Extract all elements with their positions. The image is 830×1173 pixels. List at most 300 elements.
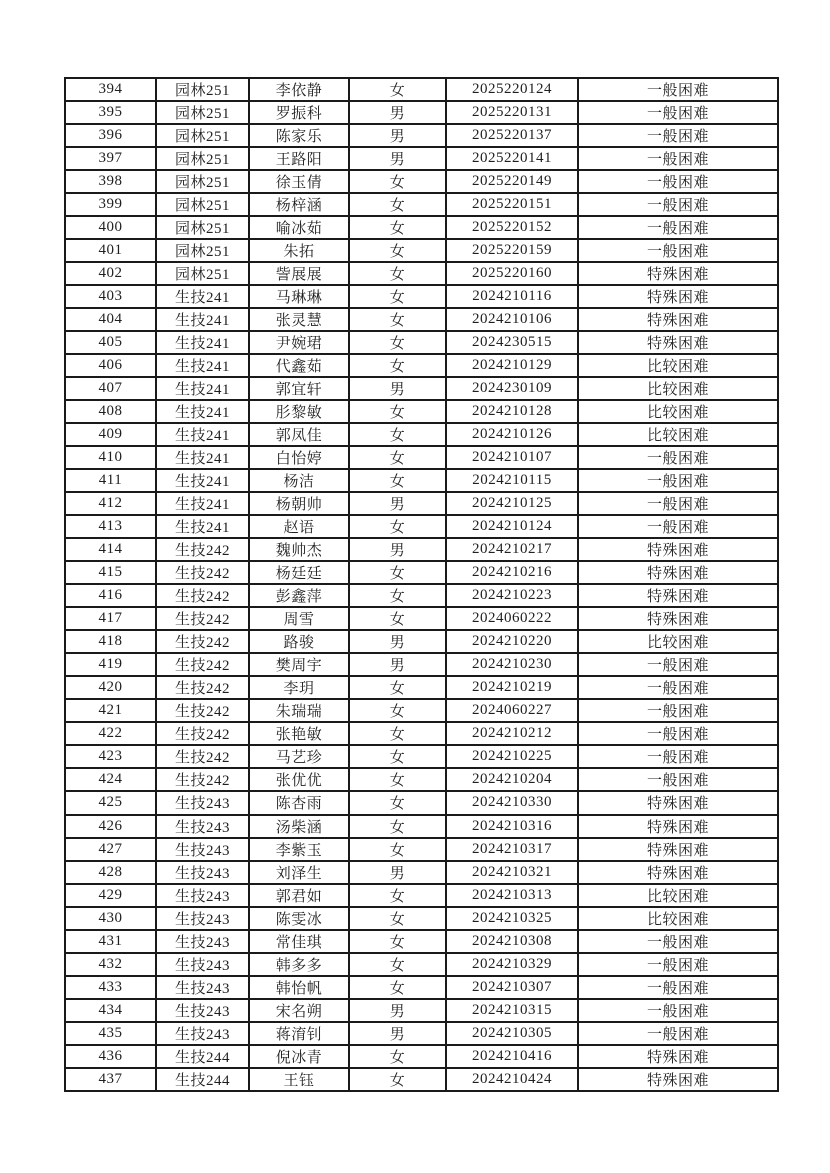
cell-status: 一般困难 (578, 699, 778, 722)
cell-name: 肜黎敏 (249, 400, 349, 423)
cell-status: 特殊困难 (578, 262, 778, 285)
cell-name: 杨洁 (249, 469, 349, 492)
cell-gender: 男 (349, 653, 446, 676)
cell-row-number: 430 (65, 907, 156, 930)
cell-name: 代鑫茹 (249, 354, 349, 377)
table-row (65, 722, 778, 745)
table-row (65, 538, 778, 561)
table-row (65, 699, 778, 722)
cell-name: 杨廷廷 (249, 561, 349, 584)
cell-gender: 女 (349, 722, 446, 745)
table-row (65, 953, 778, 976)
cell-gender: 女 (349, 584, 446, 607)
cell-class: 生技243 (156, 791, 249, 814)
cell-class: 生技243 (156, 815, 249, 838)
cell-row-number: 417 (65, 607, 156, 630)
cell-gender: 女 (349, 423, 446, 446)
table-row (65, 999, 778, 1022)
cell-student-id: 2024210424 (446, 1068, 578, 1091)
cell-row-number: 402 (65, 262, 156, 285)
cell-class: 生技242 (156, 722, 249, 745)
cell-status: 一般困难 (578, 953, 778, 976)
cell-row-number: 409 (65, 423, 156, 446)
table-row (65, 469, 778, 492)
table-row (65, 492, 778, 515)
cell-class: 生技242 (156, 584, 249, 607)
cell-gender: 女 (349, 515, 446, 538)
table-row (65, 815, 778, 838)
cell-student-id: 2024210305 (446, 1022, 578, 1045)
cell-student-id: 2024210329 (446, 953, 578, 976)
cell-row-number: 405 (65, 331, 156, 354)
table-row (65, 676, 778, 699)
cell-student-id: 2024210219 (446, 676, 578, 699)
cell-class: 生技242 (156, 699, 249, 722)
cell-row-number: 396 (65, 124, 156, 147)
cell-row-number: 408 (65, 400, 156, 423)
cell-class: 生技243 (156, 1022, 249, 1045)
cell-student-id: 2024060227 (446, 699, 578, 722)
cell-gender: 女 (349, 239, 446, 262)
cell-class: 生技241 (156, 308, 249, 331)
cell-name: 周雪 (249, 607, 349, 630)
cell-status: 特殊困难 (578, 285, 778, 308)
cell-class: 园林251 (156, 239, 249, 262)
cell-student-id: 2024210106 (446, 308, 578, 331)
cell-gender: 女 (349, 607, 446, 630)
cell-status: 一般困难 (578, 653, 778, 676)
cell-student-id: 2024210313 (446, 884, 578, 907)
table-row (65, 400, 778, 423)
table-row (65, 78, 778, 101)
cell-name: 马琳琳 (249, 285, 349, 308)
cell-name: 訾展展 (249, 262, 349, 285)
cell-name: 张灵慧 (249, 308, 349, 331)
cell-class: 园林251 (156, 193, 249, 216)
cell-name: 徐玉倩 (249, 170, 349, 193)
cell-class: 生技242 (156, 745, 249, 768)
cell-name: 马艺珍 (249, 745, 349, 768)
table-row (65, 653, 778, 676)
cell-row-number: 401 (65, 239, 156, 262)
cell-class: 园林251 (156, 78, 249, 101)
cell-student-id: 2025220137 (446, 124, 578, 147)
cell-student-id: 2024210225 (446, 745, 578, 768)
cell-status: 特殊困难 (578, 815, 778, 838)
table-row (65, 262, 778, 285)
table-row (65, 861, 778, 884)
cell-student-id: 2024210116 (446, 285, 578, 308)
cell-name: 李依静 (249, 78, 349, 101)
cell-status: 比较困难 (578, 423, 778, 446)
cell-row-number: 394 (65, 78, 156, 101)
cell-class: 生技241 (156, 446, 249, 469)
cell-gender: 女 (349, 953, 446, 976)
cell-row-number: 426 (65, 815, 156, 838)
roster-table-body (65, 78, 778, 1091)
cell-class: 生技241 (156, 285, 249, 308)
cell-row-number: 415 (65, 561, 156, 584)
cell-gender: 女 (349, 285, 446, 308)
cell-status: 一般困难 (578, 124, 778, 147)
table-row (65, 147, 778, 170)
cell-student-id: 2024210129 (446, 354, 578, 377)
cell-row-number: 398 (65, 170, 156, 193)
cell-status: 一般困难 (578, 446, 778, 469)
cell-student-id: 2024230109 (446, 377, 578, 400)
cell-gender: 女 (349, 907, 446, 930)
cell-student-id: 2024210325 (446, 907, 578, 930)
cell-name: 倪冰青 (249, 1045, 349, 1068)
table-row (65, 1068, 778, 1091)
cell-status: 一般困难 (578, 78, 778, 101)
cell-row-number: 406 (65, 354, 156, 377)
cell-row-number: 432 (65, 953, 156, 976)
cell-status: 一般困难 (578, 930, 778, 953)
cell-name: 陈家乐 (249, 124, 349, 147)
cell-name: 韩多多 (249, 953, 349, 976)
cell-status: 一般困难 (578, 147, 778, 170)
cell-row-number: 429 (65, 884, 156, 907)
cell-gender: 女 (349, 884, 446, 907)
cell-name: 刘泽生 (249, 861, 349, 884)
cell-row-number: 416 (65, 584, 156, 607)
cell-row-number: 400 (65, 216, 156, 239)
cell-class: 生技241 (156, 469, 249, 492)
cell-name: 魏帅杰 (249, 538, 349, 561)
cell-name: 彭鑫萍 (249, 584, 349, 607)
cell-status: 一般困难 (578, 999, 778, 1022)
cell-name: 白怡婷 (249, 446, 349, 469)
cell-student-id: 2024210220 (446, 630, 578, 653)
cell-class: 生技243 (156, 999, 249, 1022)
cell-name: 李玥 (249, 676, 349, 699)
cell-row-number: 419 (65, 653, 156, 676)
cell-class: 生技243 (156, 907, 249, 930)
cell-student-id: 2025220160 (446, 262, 578, 285)
cell-student-id: 2024210315 (446, 999, 578, 1022)
cell-status: 特殊困难 (578, 561, 778, 584)
cell-gender: 女 (349, 699, 446, 722)
cell-row-number: 423 (65, 745, 156, 768)
cell-gender: 男 (349, 492, 446, 515)
cell-row-number: 437 (65, 1068, 156, 1091)
cell-name: 张艳敏 (249, 722, 349, 745)
table-row (65, 930, 778, 953)
cell-student-id: 2024210204 (446, 768, 578, 791)
cell-row-number: 436 (65, 1045, 156, 1068)
table-row (65, 907, 778, 930)
cell-name: 汤柴涵 (249, 815, 349, 838)
cell-class: 生技241 (156, 354, 249, 377)
cell-status: 比较困难 (578, 377, 778, 400)
cell-name: 蒋淯钊 (249, 1022, 349, 1045)
cell-student-id: 2024210125 (446, 492, 578, 515)
cell-status: 比较困难 (578, 400, 778, 423)
table-row (65, 630, 778, 653)
cell-status: 比较困难 (578, 630, 778, 653)
table-row (65, 285, 778, 308)
table-row (65, 354, 778, 377)
cell-gender: 女 (349, 815, 446, 838)
cell-student-id: 2024210128 (446, 400, 578, 423)
cell-name: 王路阳 (249, 147, 349, 170)
cell-class: 生技241 (156, 377, 249, 400)
cell-row-number: 434 (65, 999, 156, 1022)
cell-class: 生技242 (156, 676, 249, 699)
table-row (65, 170, 778, 193)
cell-row-number: 433 (65, 976, 156, 999)
cell-student-id: 2025220151 (446, 193, 578, 216)
cell-name: 朱拓 (249, 239, 349, 262)
cell-status: 特殊困难 (578, 331, 778, 354)
cell-gender: 男 (349, 377, 446, 400)
cell-row-number: 422 (65, 722, 156, 745)
cell-student-id: 2024210107 (446, 446, 578, 469)
table-row (65, 745, 778, 768)
cell-name: 杨梓涵 (249, 193, 349, 216)
cell-name: 常佳琪 (249, 930, 349, 953)
table-row (65, 607, 778, 630)
cell-status: 一般困难 (578, 170, 778, 193)
cell-student-id: 2024210307 (446, 976, 578, 999)
cell-row-number: 418 (65, 630, 156, 653)
cell-status: 比较困难 (578, 907, 778, 930)
cell-name: 罗振科 (249, 101, 349, 124)
student-roster-table (64, 77, 779, 1092)
cell-student-id: 2025220149 (446, 170, 578, 193)
cell-status: 一般困难 (578, 1022, 778, 1045)
cell-gender: 女 (349, 676, 446, 699)
cell-status: 特殊困难 (578, 1045, 778, 1068)
cell-row-number: 414 (65, 538, 156, 561)
cell-class: 生技241 (156, 492, 249, 515)
cell-class: 生技242 (156, 538, 249, 561)
cell-row-number: 403 (65, 285, 156, 308)
cell-row-number: 435 (65, 1022, 156, 1045)
cell-name: 郭君如 (249, 884, 349, 907)
cell-row-number: 428 (65, 861, 156, 884)
cell-gender: 女 (349, 930, 446, 953)
cell-student-id: 2024210216 (446, 561, 578, 584)
table-row (65, 515, 778, 538)
cell-gender: 女 (349, 400, 446, 423)
cell-name: 路骏 (249, 630, 349, 653)
table-row (65, 584, 778, 607)
table-row (65, 446, 778, 469)
cell-status: 一般困难 (578, 976, 778, 999)
cell-status: 一般困难 (578, 239, 778, 262)
cell-class: 生技243 (156, 838, 249, 861)
cell-status: 特殊困难 (578, 791, 778, 814)
cell-row-number: 424 (65, 768, 156, 791)
cell-class: 园林251 (156, 101, 249, 124)
table-row (65, 884, 778, 907)
cell-name: 喻冰茹 (249, 216, 349, 239)
cell-gender: 男 (349, 147, 446, 170)
cell-name: 郭宜轩 (249, 377, 349, 400)
table-row (65, 239, 778, 262)
cell-status: 特殊困难 (578, 838, 778, 861)
cell-student-id: 2024210115 (446, 469, 578, 492)
cell-row-number: 397 (65, 147, 156, 170)
cell-student-id: 2024210124 (446, 515, 578, 538)
cell-gender: 男 (349, 124, 446, 147)
cell-class: 生技241 (156, 331, 249, 354)
cell-status: 特殊困难 (578, 861, 778, 884)
table-row (65, 1022, 778, 1045)
table-row (65, 308, 778, 331)
cell-name: 朱瑞瑞 (249, 699, 349, 722)
cell-status: 特殊困难 (578, 607, 778, 630)
cell-gender: 女 (349, 1045, 446, 1068)
cell-student-id: 2024210330 (446, 791, 578, 814)
cell-gender: 女 (349, 331, 446, 354)
cell-gender: 女 (349, 768, 446, 791)
cell-name: 杨朝帅 (249, 492, 349, 515)
cell-status: 特殊困难 (578, 584, 778, 607)
cell-name: 郭凤佳 (249, 423, 349, 446)
cell-class: 生技242 (156, 653, 249, 676)
table-row (65, 1045, 778, 1068)
table-row (65, 423, 778, 446)
cell-status: 一般困难 (578, 216, 778, 239)
cell-student-id: 2024210223 (446, 584, 578, 607)
cell-row-number: 427 (65, 838, 156, 861)
cell-status: 一般困难 (578, 469, 778, 492)
cell-class: 生技243 (156, 976, 249, 999)
cell-status: 一般困难 (578, 676, 778, 699)
cell-class: 生技242 (156, 768, 249, 791)
cell-gender: 女 (349, 446, 446, 469)
table-row (65, 216, 778, 239)
cell-student-id: 2025220159 (446, 239, 578, 262)
cell-gender: 女 (349, 561, 446, 584)
cell-name: 樊周宇 (249, 653, 349, 676)
cell-gender: 女 (349, 791, 446, 814)
cell-class: 生技243 (156, 953, 249, 976)
cell-student-id: 2024210308 (446, 930, 578, 953)
cell-student-id: 2024210217 (446, 538, 578, 561)
cell-gender: 女 (349, 308, 446, 331)
cell-status: 特殊困难 (578, 308, 778, 331)
cell-row-number: 413 (65, 515, 156, 538)
cell-row-number: 411 (65, 469, 156, 492)
cell-name: 李紫玉 (249, 838, 349, 861)
table-row (65, 377, 778, 400)
cell-class: 园林251 (156, 147, 249, 170)
cell-student-id: 2025220124 (446, 78, 578, 101)
cell-status: 特殊困难 (578, 538, 778, 561)
cell-name: 张优优 (249, 768, 349, 791)
cell-row-number: 399 (65, 193, 156, 216)
cell-status: 一般困难 (578, 745, 778, 768)
cell-class: 生技243 (156, 884, 249, 907)
cell-class: 生技241 (156, 423, 249, 446)
cell-student-id: 2025220152 (446, 216, 578, 239)
table-row (65, 768, 778, 791)
table-row (65, 838, 778, 861)
cell-gender: 男 (349, 1022, 446, 1045)
cell-status: 一般困难 (578, 193, 778, 216)
cell-row-number: 420 (65, 676, 156, 699)
cell-class: 生技244 (156, 1068, 249, 1091)
cell-name: 陈杏雨 (249, 791, 349, 814)
cell-name: 宋名朔 (249, 999, 349, 1022)
cell-row-number: 407 (65, 377, 156, 400)
cell-student-id: 2024230515 (446, 331, 578, 354)
cell-gender: 男 (349, 101, 446, 124)
cell-gender: 女 (349, 262, 446, 285)
cell-gender: 女 (349, 354, 446, 377)
table-row (65, 331, 778, 354)
cell-class: 生技241 (156, 400, 249, 423)
cell-name: 王钰 (249, 1068, 349, 1091)
cell-gender: 女 (349, 745, 446, 768)
table-row (65, 193, 778, 216)
cell-gender: 女 (349, 216, 446, 239)
cell-class: 生技241 (156, 515, 249, 538)
cell-row-number: 421 (65, 699, 156, 722)
cell-class: 园林251 (156, 124, 249, 147)
cell-class: 生技243 (156, 930, 249, 953)
table-row (65, 124, 778, 147)
cell-gender: 男 (349, 630, 446, 653)
cell-status: 一般困难 (578, 515, 778, 538)
cell-gender: 女 (349, 976, 446, 999)
cell-class: 生技242 (156, 561, 249, 584)
cell-class: 生技242 (156, 630, 249, 653)
cell-gender: 男 (349, 861, 446, 884)
cell-status: 比较困难 (578, 354, 778, 377)
cell-class: 园林251 (156, 216, 249, 239)
cell-student-id: 2025220131 (446, 101, 578, 124)
table-row (65, 101, 778, 124)
cell-gender: 女 (349, 838, 446, 861)
cell-status: 比较困难 (578, 884, 778, 907)
cell-class: 生技244 (156, 1045, 249, 1068)
cell-gender: 女 (349, 1068, 446, 1091)
cell-student-id: 2025220141 (446, 147, 578, 170)
cell-row-number: 410 (65, 446, 156, 469)
cell-class: 生技242 (156, 607, 249, 630)
cell-gender: 女 (349, 78, 446, 101)
cell-student-id: 2024210416 (446, 1045, 578, 1068)
cell-gender: 女 (349, 170, 446, 193)
cell-status: 一般困难 (578, 722, 778, 745)
cell-status: 一般困难 (578, 492, 778, 515)
cell-student-id: 2024210212 (446, 722, 578, 745)
cell-gender: 男 (349, 538, 446, 561)
cell-student-id: 2024060222 (446, 607, 578, 630)
cell-name: 韩怡帆 (249, 976, 349, 999)
cell-class: 生技243 (156, 861, 249, 884)
cell-gender: 女 (349, 193, 446, 216)
cell-row-number: 425 (65, 791, 156, 814)
cell-status: 一般困难 (578, 101, 778, 124)
cell-name: 尹婉珺 (249, 331, 349, 354)
cell-row-number: 412 (65, 492, 156, 515)
cell-student-id: 2024210321 (446, 861, 578, 884)
cell-status: 一般困难 (578, 768, 778, 791)
table-row (65, 976, 778, 999)
cell-student-id: 2024210126 (446, 423, 578, 446)
cell-class: 园林251 (156, 170, 249, 193)
cell-name: 赵语 (249, 515, 349, 538)
cell-row-number: 431 (65, 930, 156, 953)
cell-student-id: 2024210230 (446, 653, 578, 676)
cell-student-id: 2024210316 (446, 815, 578, 838)
